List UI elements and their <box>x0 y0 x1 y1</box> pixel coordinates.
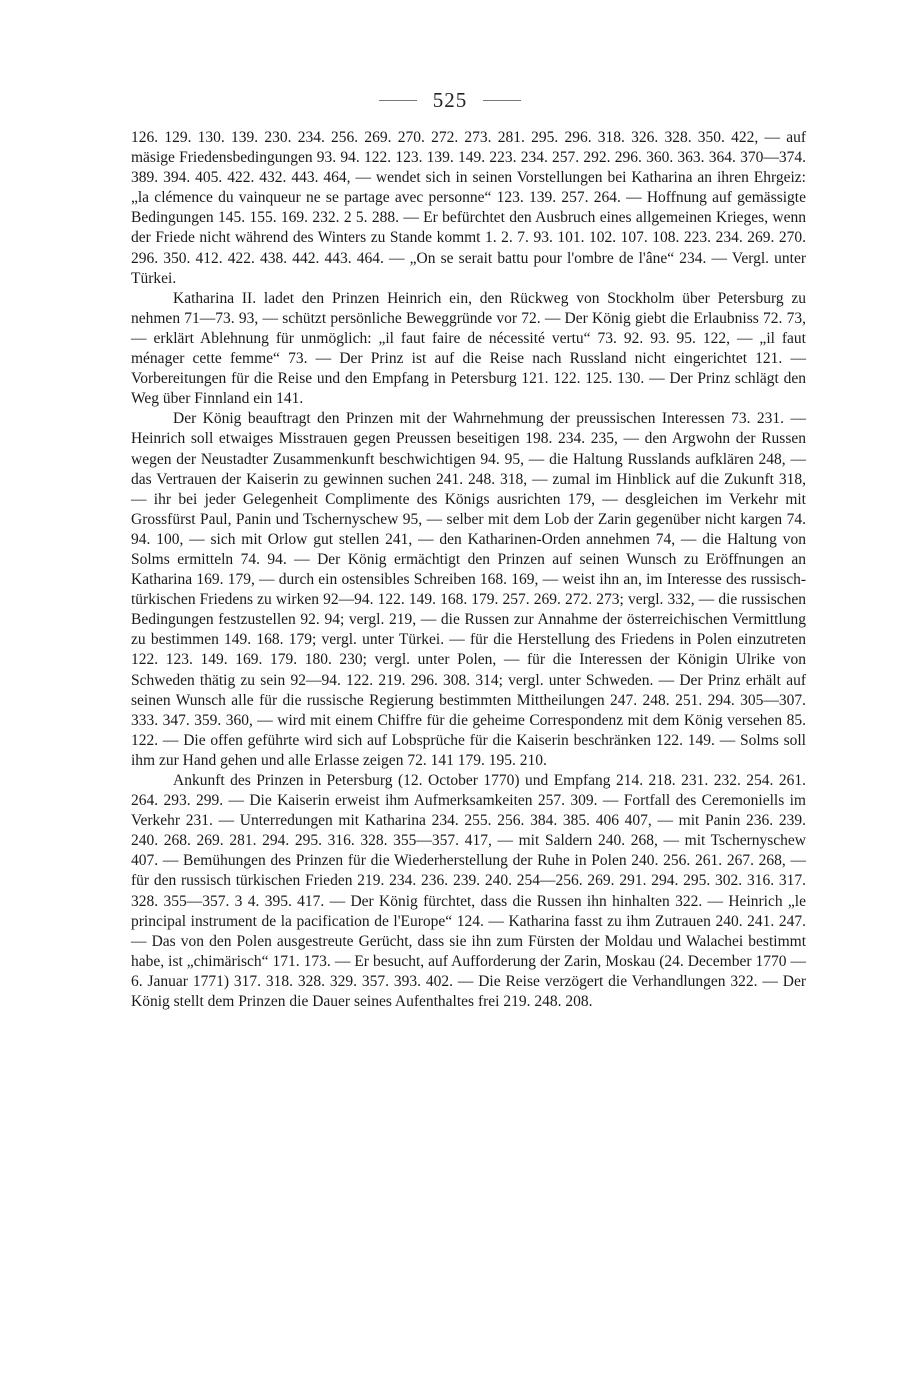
paragraph: 126. 129. 130. 139. 230. 234. 256. 269. 270. 272. 273. 281. 295. 296. 318. 326. 328. 350. 422, — auf mäsige Friedensbedingungen 93. 94. 122. 123. 139. 149. 223. 234. 257. 292. 296. 360. 363. 364. 370—374. 389. 394. 405. 422. 432. 443. 464, — wendet sich in seinen Vorstellungen bei Katharina an ihren Ehrgeiz: „la clémence du vainqueur ne se partage avec personne“ 123. 139. 257. 264. — Hoffnung auf gemässigte Bedingungen 145. 155. 169. 232. 2 5. 288. — Er befürchtet den Ausbruch eines allgemeinen Krieges, wenn der Friede nicht während des Winters zu Stande kommt 1. 2. 7. 93. 101. 102. 107. 108. 223. 234. 269. 270. 296. 350. 412. 422. 438. 442. 443. 464. — „On se serait battu pour l'ombre de l'âne“ 234. — Vergl. unter Türkei. <box>131 129 806 287</box>
paragraph: Ankunft des Prinzen in Petersburg (12. October 1770) und Empfang 214. 218. 231. 232. 254. 261. 264. 293. 299. — Die Kaiserin erweist ihm Aufmerksamkeiten 257. 309. — Fortfall des Ceremoniells im Verkehr 231. — Unterredungen mit Katharina 234. 255. 256. 384. 385. 406 407, — mit Panin 236. 239. 240. 268. 269. 281. 294. 295. 316. 328. 355—357. 417, — mit Saldern 240. 268, — mit Tschernyschew 407. — Bemühungen des Prinzen für die Wiederherstellung der Ruhe in Polen 240. 256. 261. 267. 268, — für den russisch türkischen Frieden 219. 234. 236. 239. 240. 254—256. 269. 291. 294. 295. 302. 316. 317. 328. 355—357. 3 4. 395. 417. — Der König fürchtet, dass die Russen ihn hinhalten 322. — Heinrich „le principal instrument de la pacification de l'Europe“ 124. — Katharina fasst zu ihm Zutrauen 240. 241. 247. — Das von den Polen ausgestreute Gerücht, dass sie ihn zum Fürsten der Moldau und Walachei bestimmt habe, ist „chimärisch“ 171. 173. — Er besucht, auf Aufforderung der Zarin, Moskau (24. December 1770 — 6. Januar 1771) 317. 318. 328. 329. 357. 393. 402. — Die Reise verzögert die Verhandlungen 322. — Der König stellt dem Prinzen die Dauer seines Aufenthaltes frei 219. 248. 208. <box>131 772 806 1011</box>
page-header <box>0 88 900 113</box>
header-rule-left <box>379 100 417 101</box>
page-number: 525 <box>432 88 468 112</box>
header-rule-right <box>483 100 521 101</box>
text-body <box>131 128 806 1012</box>
paragraph: Katharina II. ladet den Prinzen Heinrich ein, den Rückweg von Stockholm über Petersburg zu nehmen 71—73. 93, — schützt persönliche Beweggründe vor 72. — Der König giebt die Erlaubniss 72. 73, — erklärt Ablehnung für unmöglich: „il faut faire de nécessité vertu“ 73. 92. 93. 95. 122, — „il faut ménager cette femme“ 73. — Der Prinz ist auf die Reise nach Russland nicht eingerichtet 121. — Vorbereitungen für die Reise und den Empfang in Petersburg 121. 122. 125. 130. — Der Prinz schlägt den Weg über Finnland ein 141. <box>131 289 806 408</box>
paragraph: Der König beauftragt den Prinzen mit der Wahrnehmung der preussischen Interessen 73. 231. — Heinrich soll etwaiges Misstrauen gegen Preussen beseitigen 198. 234. 235, — den Argwohn der Russen wegen der Neustadter Zusammenkunft beschwichtigen 94. 95, — die Haltung Russlands aufklären 248, — das Vertrauen der Kaiserin zu gewinnen suchen 241. 248. 318, — zumal im Hinblick auf die Zukunft 318, — ihr bei jeder Gelegenheit Complimente des Königs ausrichten 179, — desgleichen im Verkehr mit Grossfürst Paul, Panin und Tschernyschew 95, — selber mit dem Lob der Zarin gegenüber nicht kargen 74. 94. 100, — sich mit Orlow gut stellen 241, — den Katharinen-Orden annehmen 74, — die Haltung von Solms ermitteln 74. 94. — Der König ermächtigt den Prinzen auf seinen Wunsch zu Eröffnungen an Katharina 169. 179, — durch ein ostensibles Schreiben 168. 169, — weist ihn an, im Interesse des russisch-türkischen Friedens zu wirken 92—94. 122. 149. 168. 179. 257. 269. 272. 273; vergl. 332, — die russischen Bedingungen festzustellen 92. 94; vergl. 219, — die Russen zur Annahme der österreichischen Vermittlung zu bestimmen 149. 168. 179; vergl. unter Türkei. — für die Herstellung des Friedens in Polen einzutreten 122. 123. 149. 169. 179. 180. 230; vergl. unter Polen, — für die Interessen der Königin Ulrike von Schweden thätig zu sein 92—94. 122. 219. 296. 308. 314; vergl. unter Schweden. — Der Prinz erhält auf seinen Wunsch alle für die russische Regierung bestimmten Mittheilungen 247. 248. 251. 294. 305—307. 333. 347. 359. 360, — wird mit einem Chiffre für die geheime Correspondenz mit dem König versehen 85. 122. — Die offen geführte wird sich auf Lobsprüche für die Kaiserin beschränken 122. 149. — Solms soll ihm zur Hand gehen und alle Erlasse zeigen 72. 141 179. 195. 210. <box>131 410 806 769</box>
